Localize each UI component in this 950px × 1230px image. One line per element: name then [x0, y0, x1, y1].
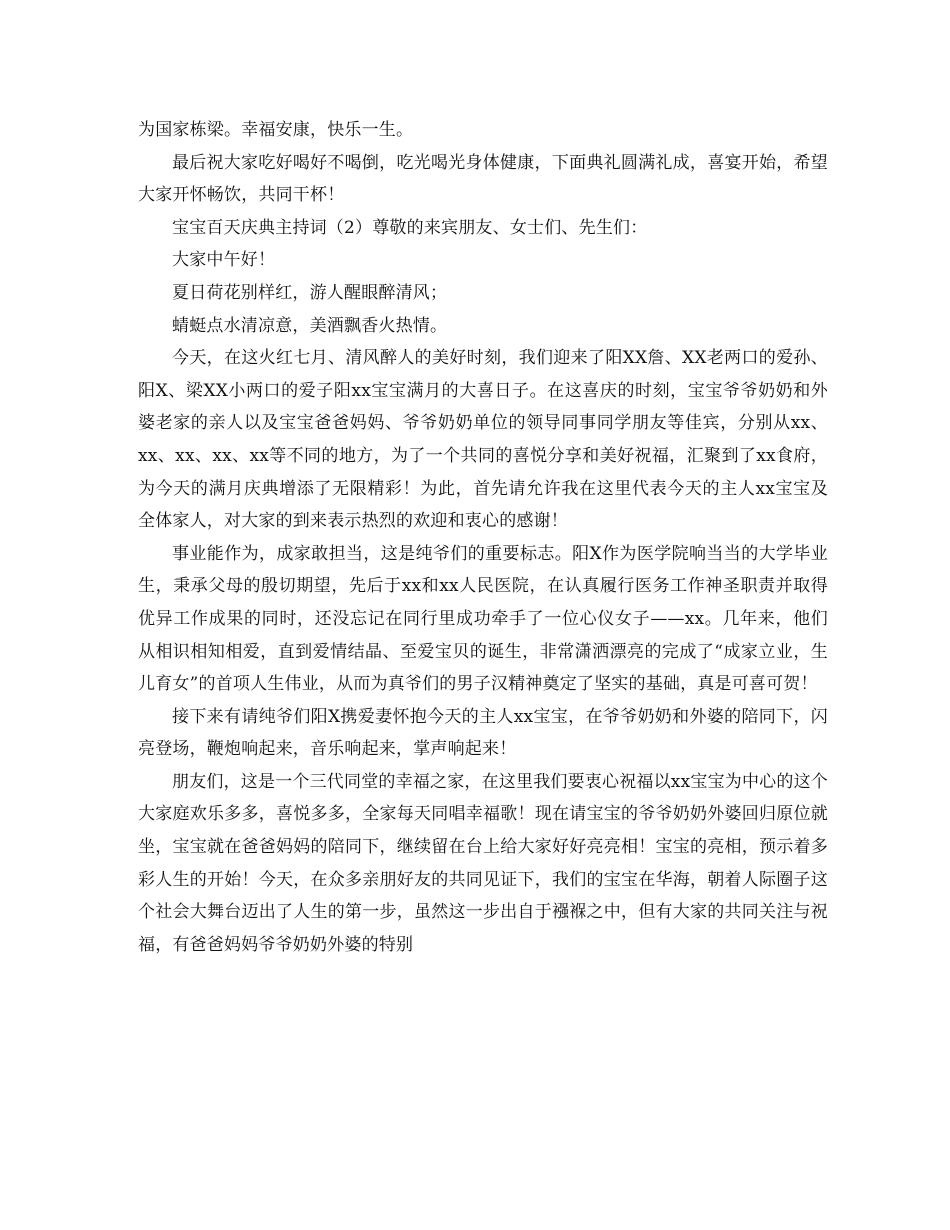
body-text: [138, 114, 828, 961]
paragraph-6: 蜻蜓点水清凉意，美酒飘香火热情。: [172, 315, 448, 336]
paragraph-7: 今天，在这火红七月、清风醉人的美好时刻，我们迎来了阳XX詹、XX老两口的爱孙、阳X、梁XX小两口的爱子阳xx宝宝满月的大喜日子。在这喜庆的时刻，宝宝爷爷奶奶和外婆老家的亲人以及宝宝爸爸妈妈、爷爷奶奶单位的领导同事同学朋友等佳宾，分别从xx、xx、xx、xx、xx等不同的地方，为了一个共同的喜悦分享和美好祝福，汇聚到了xx食府，为今天的满月庆典增添了无限精彩！为此，首先请允许我在这里代表今天的主人xx宝宝及全体家人，对大家的到来表示热烈的欢迎和衷心的感谢！: [138, 348, 828, 532]
paragraph-4: 大家中午好！: [172, 250, 276, 271]
paragraph-1: 为国家栋梁。幸福安康，快乐一生。: [138, 120, 414, 140]
paragraph-10: 朋友们，这是一个三代同堂的幸福之家，在这里我们要衷心祝福以xx宝宝为中心的这个大家庭欢乐多多，喜悦多多，全家每天同唱幸福歌！现在请宝宝的爷爷奶奶外婆回归原位就坐，宝宝就在爸爸妈妈的陪同下，继续留在台上给大家好好亮亮相！宝宝的亮相，预示着多彩人生的开始！今天，在众多亲朋好友的共同见证下，我们的宝宝在华海，朝着人际圈子这个社会大舞台迈出了人生的第一步，虽然这一步出自于襁褓之中，但有大家的共同关注与祝福，有爸爸妈妈爷爷奶奶外婆的特别: [138, 771, 828, 955]
paragraph-9: 接下来有请纯爷们阳X携爱妻怀抱今天的主人xx宝宝，在爷爷奶奶和外婆的陪同下，闪亮登场，鞭炮响起来，音乐响起来，掌声响起来！: [138, 706, 828, 760]
paragraph-5: 夏日荷花别样红，游人醒眼醉清风；: [172, 282, 448, 303]
paragraph-8: 事业能作为，成家敢担当，这是纯爷们的重要标志。阳X作为医学院响当当的大学毕业生，秉承父母的殷切期望，先后于xx和xx人民医院，在认真履行医务工作神圣职责并取得优异工作成果的同时，还没忘记在同行里成功牵手了一位心仪女子——xx。几年来，他们从相识相知相爱，直到爱情结晶、至爱宝贝的诞生，非常潇洒漂亮的完成了“成家立业，生儿育女”的首项人生伟业，从而为真爷们的男子汉精神奠定了坚实的基础，真是可喜可贺！: [138, 543, 828, 695]
paragraph-2: 最后祝大家吃好喝好不喝倒，吃光喝光身体健康，下面典礼圆满礼成，喜宴开始，希望大家开怀畅饮，共同干杯！: [138, 152, 828, 206]
paragraph-3: 宝宝百天庆典主持词（2）尊敬的来宾朋友、女士们、先生们：: [172, 217, 648, 238]
